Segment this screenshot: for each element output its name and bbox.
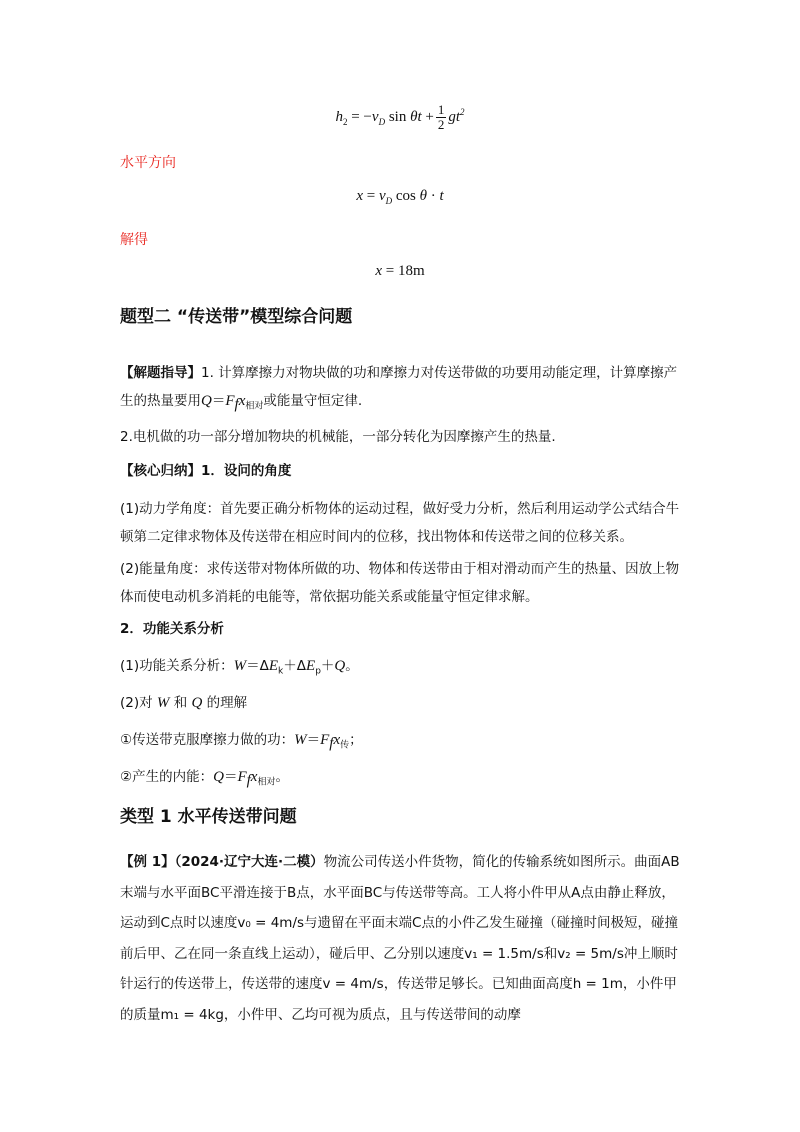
func-p2-b: 和 bbox=[173, 695, 188, 711]
func-p2-c: 的理解 bbox=[206, 695, 248, 711]
core-heading: 【核心归纳】1．设问的角度 bbox=[120, 463, 292, 479]
formula-x: $x = v_D$ cos θ · t bbox=[356, 188, 444, 206]
func-p3-text: ①传送带克服摩擦力做的功： bbox=[120, 732, 295, 748]
func-paragraph-1: (1)功能关系分析：$W=\Delta E_k+\Delta E_p+Q$。 bbox=[120, 658, 359, 677]
example-text: 物流公司传送小件货物，简化的传输系统如图所示。曲面AB末端与水平面BC平滑连接于B点，水平面BC与传送带等高。工人将小件甲从A点由静止释放，运动到C点时以速度v₀ = 4m/s与遗留在平面末端C点的小件乙发生碰撞（碰撞时间极短，碰撞前后甲、乙在同一条直线上运动），碰后甲、乙分别以速度v₁ = 1.5m/s和v₂ = 5m/s冲上顺时针运行的传送带上，传送带的速度v = 4m/s，传送带足够长。已知曲面高度h = 1m，小件甲的质量m₁ = 4kg，小件甲、乙均可视为质点，且与传送带间的动摩 bbox=[120, 854, 680, 1023]
label-horizontal: 水平方向 bbox=[120, 155, 176, 171]
func-heading: 2．功能关系分析 bbox=[120, 621, 224, 637]
func-paragraph-2: (2)对 W 和 Q 的理解 bbox=[120, 695, 248, 711]
type1-title: 类型 1 水平传送带问题 bbox=[120, 807, 297, 827]
example-paragraph bbox=[120, 847, 685, 1030]
example-head: 【例 1】（2024·辽宁大连·二模） bbox=[120, 854, 324, 870]
func-p1-text: (1)功能关系分析： bbox=[120, 658, 234, 674]
guide-paragraph-2: 2.电机做的功一部分增加物块的机械能，一部分转化为因摩擦产生的热量. bbox=[120, 429, 556, 445]
guide-paragraph: 【解题指导】1. 计算摩擦力对物块做的功和摩擦力对传送带做的功要用动能定理，计算摩擦产生的热量要用$Q=F_fx_{相对}$或能量守恒定律. bbox=[120, 365, 678, 413]
formula-h2: $h_2 = -v_D$ sin θt + $\frac{1}{2}$ $gt^2$ bbox=[335, 102, 465, 132]
core-paragraph-2: (2)能量角度：求传送带对物体所做的功、物体和传送带由于相对滑动而产生的热量、因放上物体而使电动机多消耗的电能等，常依据功能关系或能量守恒定律求解。 bbox=[120, 561, 680, 605]
guide-text-b: 或能量守恒定律. bbox=[263, 393, 363, 409]
core-paragraph-1: (1)动力学角度：首先要正确分析物体的运动过程，做好受力分析，然后利用运动学公式结合牛顿第二定律求物体及传送带在相应时间内的位移，找出物体和传送带之间的位移关系。 bbox=[120, 501, 680, 545]
section-title: 题型二 “传送带”模型综合问题 bbox=[120, 307, 353, 327]
guide-head: 【解题指导】 bbox=[120, 365, 201, 381]
func-p2-a: (2)对 bbox=[120, 695, 153, 711]
func-paragraph-4: ②产生的内能：$Q=F_fx_{相对}$。 bbox=[120, 769, 289, 789]
guide-text-a: 1. 计算摩擦力对物块做的功和摩擦力对传送带做的功要用动能定理，计算摩擦产生的热量要用 bbox=[120, 365, 678, 409]
func-paragraph-3: ①传送带克服摩擦力做的功：$W=F_fx_传$； bbox=[120, 732, 363, 752]
label-solution: 解得 bbox=[120, 232, 148, 248]
formula-result: x = 18m bbox=[375, 263, 425, 279]
func-p4-text: ②产生的内能： bbox=[120, 769, 214, 785]
